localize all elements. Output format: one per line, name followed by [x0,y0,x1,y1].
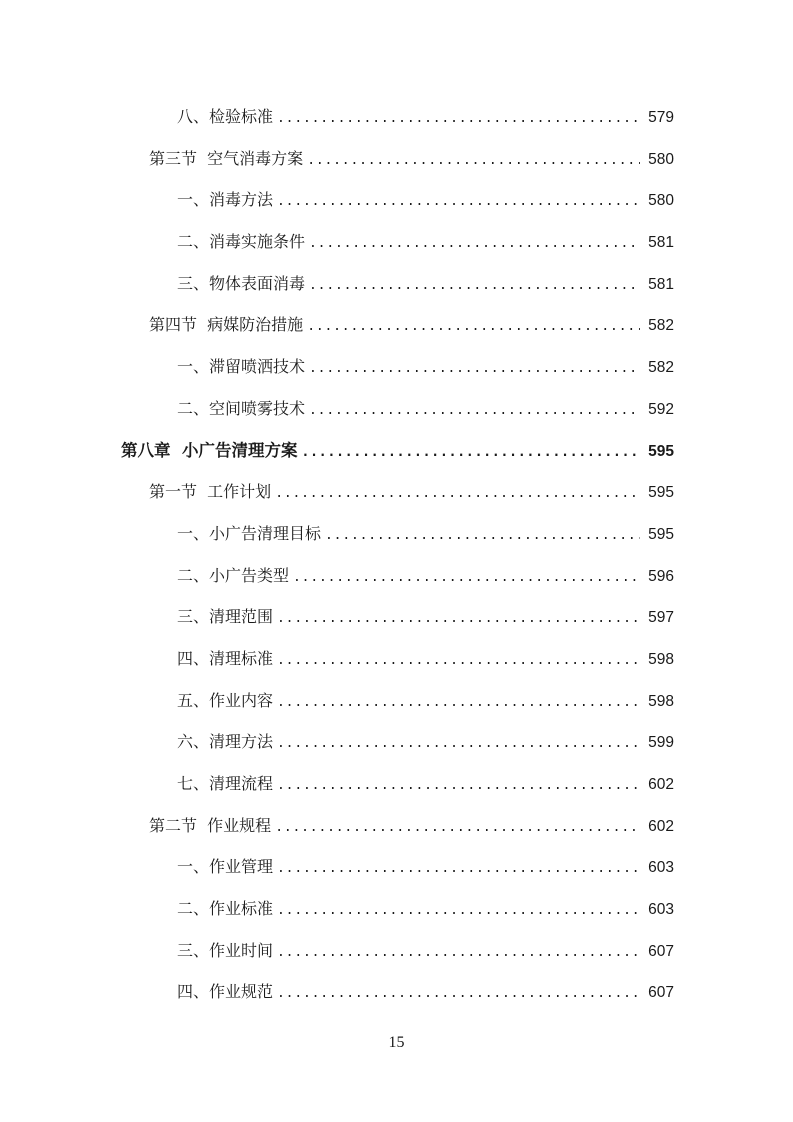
dot-leader [307,140,640,182]
toc-entry-title: 一、小广告清理目标 [177,523,322,543]
toc-entry-title: 六、清理方法 [177,732,274,752]
toc-page-number: 595 [648,525,674,543]
toc-section-entry[interactable] [0,805,793,847]
toc-page-number: 603 [648,901,674,919]
dot-leader [307,306,640,348]
toc-subsection-entry[interactable] [0,96,793,138]
dot-leader [277,765,640,807]
toc-entry-title: 二、空间喷雾技术 [177,398,306,418]
dot-leader [302,432,641,474]
dot-leader [277,932,640,974]
dot-leader [277,682,640,724]
toc-section-entry[interactable] [0,471,793,513]
dot-leader [309,348,640,390]
toc-chapter-entry[interactable] [0,430,793,472]
dot-leader [309,265,640,307]
toc-subsection-entry[interactable] [0,596,793,638]
toc-page-number: 579 [648,109,674,126]
dot-leader [325,515,640,557]
toc-entry-title: 二、消毒实施条件 [177,232,306,252]
toc-subsection-entry[interactable] [0,763,793,805]
table-of-contents [0,96,793,1013]
dot-leader [309,390,640,432]
toc-entry-title: 二、小广告类型 [177,565,290,585]
toc-page-number: 592 [648,400,674,418]
toc-subsection-entry[interactable] [0,930,793,972]
toc-subsection-entry[interactable] [0,388,793,430]
dot-leader [277,723,640,765]
toc-entry-title: 三、作业时间 [177,940,274,960]
toc-page-number: 580 [648,192,674,210]
dot-leader [275,807,640,849]
toc-page-number: 602 [648,817,674,835]
toc-page-number: 582 [648,317,674,335]
dot-leader [277,598,640,640]
toc-subsection-entry[interactable] [0,846,793,888]
toc-entry-title: 一、滞留喷洒技术 [177,357,306,377]
toc-entry-title: 第二节 作业规程 [149,815,272,835]
toc-section-entry[interactable] [0,304,793,346]
toc-page-number: 602 [648,776,674,793]
toc-page-number: 595 [648,484,674,502]
dot-leader [277,640,640,682]
toc-page-number: 596 [648,567,674,585]
toc-page-number: 603 [648,859,674,877]
toc-entry-title: 五、作业内容 [177,690,274,710]
toc-subsection-entry[interactable] [0,346,793,388]
toc-entry-title: 二、作业标准 [177,899,274,919]
toc-page-number: 607 [648,984,674,1002]
toc-entry-title: 四、作业规范 [177,982,274,1002]
dot-leader [277,848,640,890]
toc-page-number: 582 [648,359,674,377]
toc-page-number: 580 [648,150,674,168]
toc-page-number: 599 [648,734,674,752]
toc-page-number: 581 [648,275,674,293]
toc-subsection-entry[interactable] [0,888,793,930]
toc-entry-title: 四、清理标准 [177,648,274,668]
toc-entry-title: 第八章 小广告清理方案 [121,440,298,460]
dot-leader [277,890,640,932]
toc-subsection-entry[interactable] [0,221,793,263]
toc-page-number: 581 [648,234,674,252]
dot-leader [277,98,640,140]
toc-section-entry[interactable] [0,138,793,180]
toc-entry-title: 七、清理流程 [177,774,274,793]
dot-leader [275,473,640,515]
toc-page-number: 607 [648,942,674,960]
toc-page-number: 598 [648,692,674,710]
dot-leader [293,557,640,599]
dot-leader [309,223,640,265]
toc-subsection-entry[interactable] [0,555,793,597]
toc-entry-title: 三、清理范围 [177,607,274,627]
toc-page-number: 598 [648,650,674,668]
toc-subsection-entry[interactable] [0,638,793,680]
toc-entry-title: 一、作业管理 [177,857,274,877]
toc-subsection-entry[interactable] [0,513,793,555]
toc-subsection-entry[interactable] [0,721,793,763]
page-number: 15 [388,1034,405,1051]
toc-entry-title: 第一节 工作计划 [149,482,272,502]
dot-leader [277,181,640,223]
toc-subsection-entry[interactable] [0,179,793,221]
toc-page-number: 595 [648,442,674,460]
toc-subsection-entry[interactable] [0,971,793,1013]
toc-entry-title: 三、物体表面消毒 [177,273,306,293]
toc-subsection-entry[interactable] [0,263,793,305]
toc-entry-title: 八、检验标准 [177,107,274,126]
dot-leader [277,973,640,1015]
toc-page-number: 597 [648,609,674,627]
toc-subsection-entry[interactable] [0,680,793,722]
toc-entry-title: 第四节 病媒防治措施 [149,315,304,335]
toc-entry-title: 一、消毒方法 [177,190,274,210]
toc-entry-title: 第三节 空气消毒方案 [149,148,304,168]
